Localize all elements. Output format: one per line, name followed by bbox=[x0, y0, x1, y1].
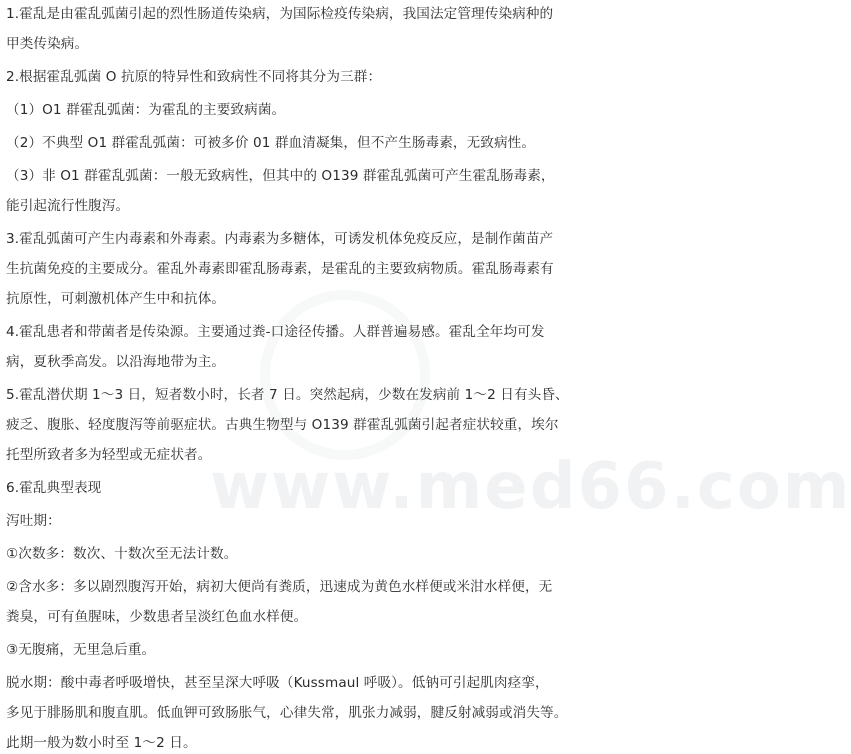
stage-item-2-line-1: ②含水多：多以剧烈腹泻开始，病初大便尚有粪质，迅速成为黄色水样便或米泔水样便，无 bbox=[6, 579, 553, 595]
watermark: www.med66.com bbox=[210, 450, 851, 524]
paragraph-5-line-2: 疲乏、腹胀、轻度腹泻等前驱症状。古典生物型与 O139 群霍乱弧菌引起者症状较重，埃尔 bbox=[6, 417, 559, 433]
paragraph-2-item-3-line-2: 能引起流行性腹泻。 bbox=[6, 198, 130, 214]
dehydration-line-1: 脱水期：酸中毒者呼吸增快，甚至呈深大呼吸（Kussmaul 呼吸）。低钠可引起肌肉痉挛， bbox=[6, 675, 549, 691]
paragraph-2-item-3-line-1: （3）非 O1 群霍乱弧菌：一般无致病性，但其中的 O139 群霍乱弧菌可产生霍乱肠毒素， bbox=[6, 168, 555, 184]
stage-item-2-line-2: 粪臭，可有鱼腥味，少数患者呈淡红色血水样便。 bbox=[6, 609, 308, 625]
paragraph-4-line-2: 病，夏秋季高发。以沿海地带为主。 bbox=[6, 354, 226, 370]
dehydration-line-3: 此期一般为数小时至 1～2 日。 bbox=[6, 735, 197, 751]
paragraph-6-heading: 6.霍乱典型表现 bbox=[6, 480, 102, 496]
paragraph-2: 2.根据霍乱弧菌 O 抗原的特异性和致病性不同将其分为三群： bbox=[6, 69, 382, 85]
paragraph-3-line-1: 3.霍乱弧菌可产生内毒素和外毒素。内毒素为多糖体，可诱发机体免疫反应，是制作菌苗产 bbox=[6, 231, 554, 247]
paragraph-1-line-2: 甲类传染病。 bbox=[6, 36, 89, 52]
paragraph-3-line-3: 抗原性，可刺激机体产生中和抗体。 bbox=[6, 291, 226, 307]
paragraph-5-line-3: 托型所致者多为轻型或无症状者。 bbox=[6, 447, 212, 463]
paragraph-2-item-2: （2）不典型 O1 群霍乱弧菌：可被多价 01 群血清凝集，但不产生肠毒素，无致病性。 bbox=[6, 135, 536, 151]
paragraph-4-line-1: 4.霍乱患者和带菌者是传染源。主要通过粪-口途径传播。人群普遍易感。霍乱全年均可发 bbox=[6, 324, 545, 340]
paragraph-5-line-1: 5.霍乱潜伏期 1～3 日，短者数小时，长者 7 日。突然起病，少数在发病前 1～2 日有头昏、 bbox=[6, 387, 569, 403]
dehydration-line-2: 多见于腓肠肌和腹直肌。低血钾可致肠胀气，心律失常，肌张力减弱，腱反射减弱或消失等。 bbox=[6, 705, 568, 721]
stage-item-3: ③无腹痛，无里急后重。 bbox=[6, 642, 156, 658]
stage-vomiting-heading: 泻吐期： bbox=[6, 513, 61, 529]
paragraph-1-line-1: 1.霍乱是由霍乱弧菌引起的烈性肠道传染病，为国际检疫传染病，我国法定管理传染病种的 bbox=[6, 6, 554, 22]
paragraph-2-item-1: （1）O1 群霍乱弧菌：为霍乱的主要致病菌。 bbox=[6, 102, 286, 118]
paragraph-3-line-2: 生抗菌免疫的主要成分。霍乱外毒素即霍乱肠毒素，是霍乱的主要致病物质。霍乱肠毒素有 bbox=[6, 261, 554, 277]
stage-item-1: ①次数多：数次、十数次至无法计数。 bbox=[6, 546, 238, 562]
